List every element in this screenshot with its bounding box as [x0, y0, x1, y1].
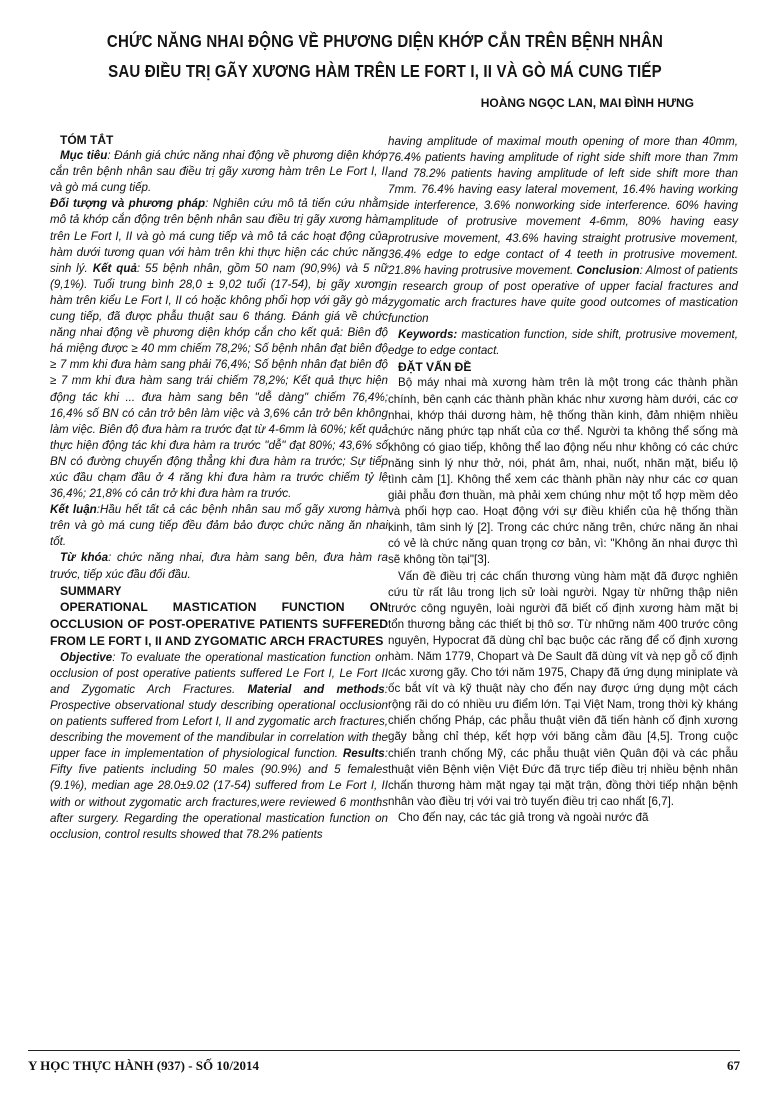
objective-en-label: Objective [60, 650, 113, 664]
objective-paragraph [50, 148, 388, 196]
keywords-label: Từ khóa [60, 551, 109, 565]
objective-text: : Đánh giá chức năng nhai động về phương diện khớp cắn trên bệnh nhân sau điều trị gãy xương hàm trên Le Fort I, II và gò má cung tiếp. [50, 149, 388, 195]
title-line-2: SAU ĐIỀU TRỊ GÃY XƯƠNG HÀM TRÊN LE FORT I, II VÀ GÒ MÁ CUNG TIẾP [108, 61, 662, 81]
keywords-text: : chức năng nhai, đưa hàm sang bên, đưa hàm ra trước, tiếp xúc đầu đối đầu. [50, 551, 388, 581]
methods-text: : Nghiên cứu mô tả tiến cứu nhằm mô tả khớp cắn động trên bệnh nhân sau điều trị gãy xương hàm trên Le Fort I, II và gò má cung tiếp và mô tả các hoạt động của hàm dưới tương quan với hàm trên khi thực hiện các chức năng sinh lý. [50, 197, 388, 275]
objective-en-text: : To evaluate the operational mastication function on occlusion of post operative patients suffered Le Fort I, Le Fort II and Zygomatic Arch Fractures. [50, 650, 388, 696]
intro-paragraph-3: Cho đến nay, các tác giả trong và ngoài nước đã [398, 810, 649, 824]
english-title: OPERATIONAL MASTICATION FUNCTION ON OCCLUSION OF POST-OPERATIVE PATIENTS SUFFERED FROM LE FORT I, II AND ZYGOMATIC ARCH FRACTURES [50, 599, 388, 648]
page-footer [28, 1058, 740, 1074]
summary-heading: SUMMARY [60, 583, 122, 598]
keywords-en-label: Keywords: [398, 328, 458, 342]
english-abstract-continued [388, 134, 738, 327]
right-column [388, 134, 738, 826]
methods-label: Đối tượng và phương pháp [50, 197, 206, 211]
methods-results-paragraph [50, 196, 388, 502]
results-en-continued: having amplitude of maximal mouth opening of more than 40mm, 76.4% patients having amplitude of right side shift more than 7mm and 78.2% patients having amplitude of left side shift more than 7mm. 76.4% having easy lateral movement, 16.4% having working side interference, 3.6% nonworking side interference. 60% having amplitude of protrusive movement 4-6mm, 80% having easy protrusive movement, 43.6% having straight protrusive movement, 36.4% edge to edge contact of 4 teeth in protrusive movement. 21.8% having protrusive movement. [388, 135, 738, 277]
introduction-heading: ĐẶT VẤN ĐỀ [398, 360, 472, 375]
conclusion-paragraph [50, 502, 388, 550]
conclusion-en-label: Conclusion [576, 263, 640, 277]
conclusion-text: :Hầu hết tất cả các bệnh nhân sau mổ gãy xương hàm trên và gò má cung tiếp đều đảm bảo được chức năng ăn nhai tốt. [50, 503, 388, 549]
results-en-text: : Fifty five patients including 50 males (90.9%) and 5 females (9.1%), median age 28.0±9.02 (17-54) suffered from Le Fort I, II with or without zygomatic arch fractures,were reviewed 6 months after surgery. Regarding the operational mastication function on occlusion, control results showed that 78.2% patients [50, 747, 388, 841]
intro-paragraph-2: Vấn đề điều trị các chấn thương vùng hàm mặt đã được nghiên cứu từ rất lâu trong lịch sử loài người. Ngay từ những thập niên trước công nguyên, loài người đã biết cố định xương hàm mặt bị tổn thương bằng các thiết bị thô sơ. Từ những năm 400 trước công nguyên, Hypocrat đã dùng chỉ bạc buộc các răng để cố định xương hàm. Năm 1779, Chopart và De Sault đã dùng vít và nẹp gỗ cố định các xương gãy. Cho tới năm 1975, Chapy đã ứng dụng miniplate và ốc bắt vít và kỹ thuật này cho đến nay được ứng dụng một cách rộng rãi do có nhiều ưu điểm lớn. Tại Việt Nam, trong thời kỳ kháng chiến chống Pháp, các phẫu thuật viên đã tiến hành cố định xương gãy bằng chỉ thép, kết hợp với băng cằm đầu [4,5]. Trong cuộc chiến tranh chống Mỹ, các phẫu thuật viên Quân đội và các phẫu thuật viên Bệnh viện Việt Đức đã trực tiếp điều trị nhiều bệnh nhân chấn thương hàm mặt ngay tại mặt trận, đồng thời tiếp nhận bệnh nhân vào điều trị với vai trò tuyến điều trị cao nhất [6,7]. [388, 569, 738, 808]
article-title [88, 26, 681, 86]
conclusion-en-text: : Almost of patients in research group of post operative of upper facial fractures and zygomatic arch fractures have quite good outcomes of mastication function [388, 263, 738, 326]
authors: HOÀNG NGỌC LAN, MAI ĐÌNH HƯNG [480, 96, 694, 110]
abstract-heading: TÓM TẮT [60, 133, 114, 147]
methods-en-text: : Prospective observational study describing operational occlusion on patients suffered from Lefort I, II and zygomatic arch fractures, describing the movement of the mandibular in correlation with the upper face in implementation of physiological function. [50, 682, 388, 761]
objective-label: Mục tiêu [60, 149, 108, 163]
left-column [50, 132, 388, 843]
results-en-label: Results [342, 747, 385, 761]
results-text: : 55 bệnh nhân, gồm 50 nam (90,9%) và 5 nữ (9,1%). Tuổi trung bình 28,0 ± 9,02 tuổi (17-54), bị gãy xương hàm trên kiểu Le Fort I, II có hoặc không phối hợp với gãy gò má cung tiếp, đã được phẫu thuật sau 6 tháng. Đánh giá về chức năng nhai động về phương diện khớp cắn cho kết quả: Biên độ há miệng được ≥ 40 mm chiếm 78,2%; Số bệnh nhân đạt biên độ ≥ 7 mm khi đưa hàm sang phải 76,4%; Số bệnh nhân đạt biên độ ≥ 7 mm khi đưa hàm sang trái chiếm 78,2%; Kết quả thực hiện động tác khi ... đưa hàm sang bên "dễ dàng" chiếm 76,4%; 16,4% số BN có cản trở bên làm việc và 3,6% cản trở bên không làm việc. Biên độ đưa hàm ra trước đạt từ 4-6mm là 60%; kết quả thực hiện động tác khi đưa hàm ra trước "dễ" đạt 80%; 43,6% số BN có đường chuyển động thẳng khi đưa hàm ra trước; Sự tiếp xúc đầu chạm đầu ở 4 răng khi đưa hàm ra trước chiếm tỷ lệ 36,4%; 21,8% có cản trở khi đưa hàm ra trước. [50, 261, 388, 501]
results-label: Kết quả [92, 261, 137, 275]
keywords-en-text: mastication function, side shift, protrusive movement, edge to edge contact. [388, 328, 738, 358]
english-abstract-paragraph [50, 650, 388, 843]
keywords-en-paragraph [388, 327, 738, 359]
conclusion-label: Kết luận [50, 503, 97, 517]
methods-en-label: Material and methods [247, 682, 385, 696]
intro-paragraph-1: Bộ máy nhai mà xương hàm trên là một trong các thành phần chính, bên cạnh các thành phần khác như xương hàm dưới, các cơ nhai, khớp thái dương hàm, hệ thống thần kinh, đảm nhiệm nhiều chức năng phức tạp nhất của cơ thể. Người ta không thể sống mà không có giao tiếp, không thể lao động nếu như không có các chức năng sinh lý như thở, nói, phát âm, nhai, nuốt, nhăn mặt, biểu lộ tình cảm [1]. Không thể xem các thành phần này như các cơ quan giải phẫu đơn thuần, mà phải xem chúng như một tổ hợp mềm dẻo và phối hợp cao. Hoạt động với sự điều khiển của hệ thống thần kinh, tâm sinh lý [2]. Trong các chức năng trên, chức năng ăn nhai có vẻ là chức năng quan trọng cơ bản, vì: "Không ăn nhai được thì sẽ không tồn tại"[3]. [388, 376, 738, 567]
page-number: 67 [727, 1058, 740, 1073]
title-line-1: CHỨC NĂNG NHAI ĐỘNG VỀ PHƯƠNG DIỆN KHỚP CẮN TRÊN BỆNH NHÂN [106, 31, 664, 51]
keywords-paragraph [50, 550, 388, 582]
footer-divider [28, 1050, 740, 1051]
journal-name: Y HỌC THỰC HÀNH (937) - SỐ 10/2014 [28, 1058, 259, 1073]
